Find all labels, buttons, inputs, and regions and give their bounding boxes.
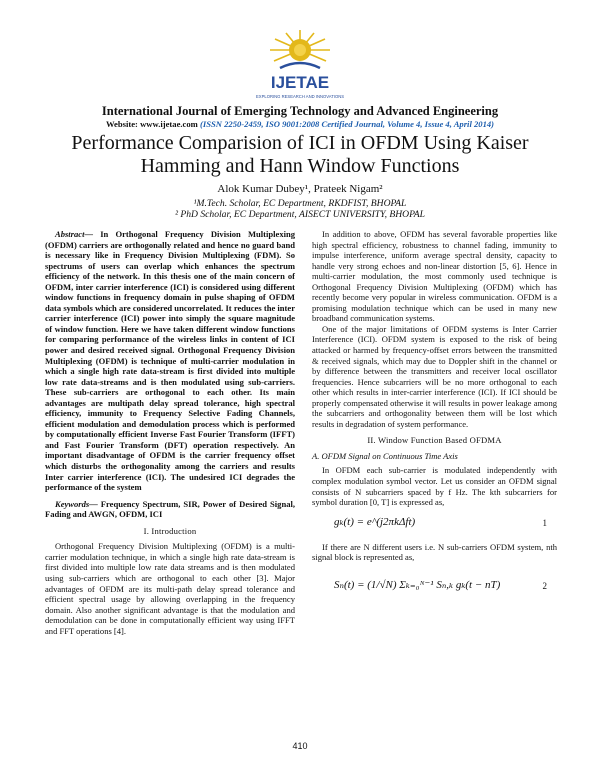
journal-name: International Journal of Emerging Technology and Advanced Engineering <box>101 104 499 118</box>
sunburst-icon <box>270 30 330 68</box>
paper-title: Performance Comparision of ICI in OFDM Using Kaiser Hamming and Hann Window Functions <box>71 132 529 177</box>
journal-website <box>0 119 600 129</box>
abstract-text: In Orthogonal Frequency Division Multiplexing (OFDM) carriers are orthogonally related and hence no guard band is necessary like in Frequency Division Multiplexing (FDM). So spectrums of users can overlap which enhances the spectrum efficiency of the network. In this thesis one of the main concern of OFDM, inter carrier interference (ICI) is considered using different window functions in frequency domain in pulse shaping of OFDM data symbols which are considered uncorrelated. It reduces the inter carrier interference (ICI) power into simply the square magnitude of window function. Here we have taken different window functions for comparing performance of the wireless links in content of ICI power and desired received signal. Orthogonal Frequency Division Multiplexing (OFDM) is technique of multi-carrier modulation in which a single high rate data-stream is first divided into multiple low rate data-streams and is then modulated using sub-carriers. These sub-carriers are orthogonal to each other. Its main advantages are multipath delay spread tolerance, high spectral efficiency, immunity to Frequency Selective Fading Channels, efficient modulation and demodulation process which is performed by computationally efficient Inverse Fast Fourier Transform (IFFT) and Fast Fourier Transform (DFT) operation respectively. An important disadvantage of OFDM is the carrier frequency offset which disturbs the orthogonality among the carriers and results Inter carrier interference (ICI). The undesired ICI degrades the performance of the system <box>45 229 295 493</box>
paragraph-ofdm-signal: In OFDM each sub-carrier is modulated independently with complex modulation symbol vector. Let us consider an OFDM signal consists of N subcarriers spaced by f Hz. The kth subcarriers for symbol duration [0, T] is expressed as, <box>312 465 557 508</box>
equation-2-formula: Sₙ(t) = (1/√N) Σₖ₌₀ᴺ⁻¹ Sₙ,ₖ gₖ(t − nT) <box>334 578 501 591</box>
intro-paragraph: Orthogonal Frequency Division Multiplexing (OFDM) is a multi-carrier modulation technique, in which a single high rate data-stream is first divided into multiple low rate data streams and is then modulated using sub-carriers which are orthogonal to each other [3]. Major advantages of OFDM are its multi-path delay spread tolerance and efficient spectral usage by allowing overlapping in the frequency domain. Also another significant advantage is that the modulation and demodulation can be done in computationally efficient way using IFFT and FFT operations [4]. <box>45 541 295 636</box>
issn-info: (ISSN 2250-2459, ISO 9001:2008 Certified Journal, Volume 4, Issue 4, April 2014) <box>199 119 495 129</box>
subsection-heading-a: A. OFDM Signal on Continuous Time Axis <box>312 450 458 461</box>
paragraph-limitations: One of the major limitations of OFDM systems is Inter Carrier Interference (ICI). OFDM system is exposed to the risk of being attacked or harmed by frequency-offset errors between the transmitted & received signals, which may due to Doppler shift in the channel or by difference between the transmitters and receiver local oscillator frequencies. Hence subcarriers will be no more orthogonal to each other which results in inter-carrier interference (ICI). If ICI should be properly compensated otherwise it will results in power leakage among the subcarriers and orthogonality between them will be lost which results in degradation of system performance. <box>312 323 557 429</box>
svg-text:EXPLORING RESEARCH AND INNOVAT: EXPLORING RESEARCH AND INNOVATIONS <box>255 94 345 99</box>
abstract <box>45 229 295 493</box>
equation-2 <box>312 568 557 608</box>
keywords <box>45 499 295 520</box>
left-column <box>45 229 295 636</box>
paragraph-properties: In addition to above, OFDM has several favorable properties like high spectral efficiency, robustness to channel fading, immunity to impulse interference, uniform average spectral density, capacity to handle very strong echoes and non-linear distortion [5, 6]. Hence in multi-carrier modulation, the most commonly used technique is Orthogonal Frequency Division Multiplexing (OFDM) which has recently become very popular in wireless communication. OFDM is a promising modulation technique which can be used in many new broadband communication systems. <box>312 229 557 324</box>
equation-1 <box>312 513 557 537</box>
right-column <box>312 229 557 613</box>
affiliation-2: ² PhD Scholar, EC Department, AISECT UNIVERSITY, BHOPAL <box>175 209 425 220</box>
equation-2-number: 2 <box>542 580 547 591</box>
paragraph-signal-block: If there are N different users i.e. N sub-carriers OFDM system, nth signal block is represented as, <box>312 541 557 563</box>
keywords-label: Keywords— <box>55 498 98 509</box>
equation-1-number: 1 <box>542 517 547 528</box>
paper-authors: Alok Kumar Dubey¹, Prateek Nigam² <box>217 183 383 195</box>
affiliation-1: ¹M.Tech. Scholar, EC Department, RKDFIST, BHOPAL <box>193 198 407 209</box>
equation-1-formula: gₖ(t) = e^(j2πkΔft) <box>334 515 416 528</box>
page-number: 410 <box>292 741 308 751</box>
section-heading-introduction: I. Introduction <box>143 525 197 536</box>
section-heading-window-function: II. Window Function Based OFDMA <box>367 435 502 446</box>
keywords-text: Frequency Spectrum, SIR, Power of Desired Signal, Fading and AWGN, OFDM, ICI <box>45 498 295 520</box>
svg-text:IJETAE: IJETAE <box>270 73 330 92</box>
abstract-label: Abstract— <box>55 229 93 239</box>
website-link[interactable]: Website: www.ijetae.com <box>105 119 198 129</box>
journal-logo <box>250 28 350 102</box>
